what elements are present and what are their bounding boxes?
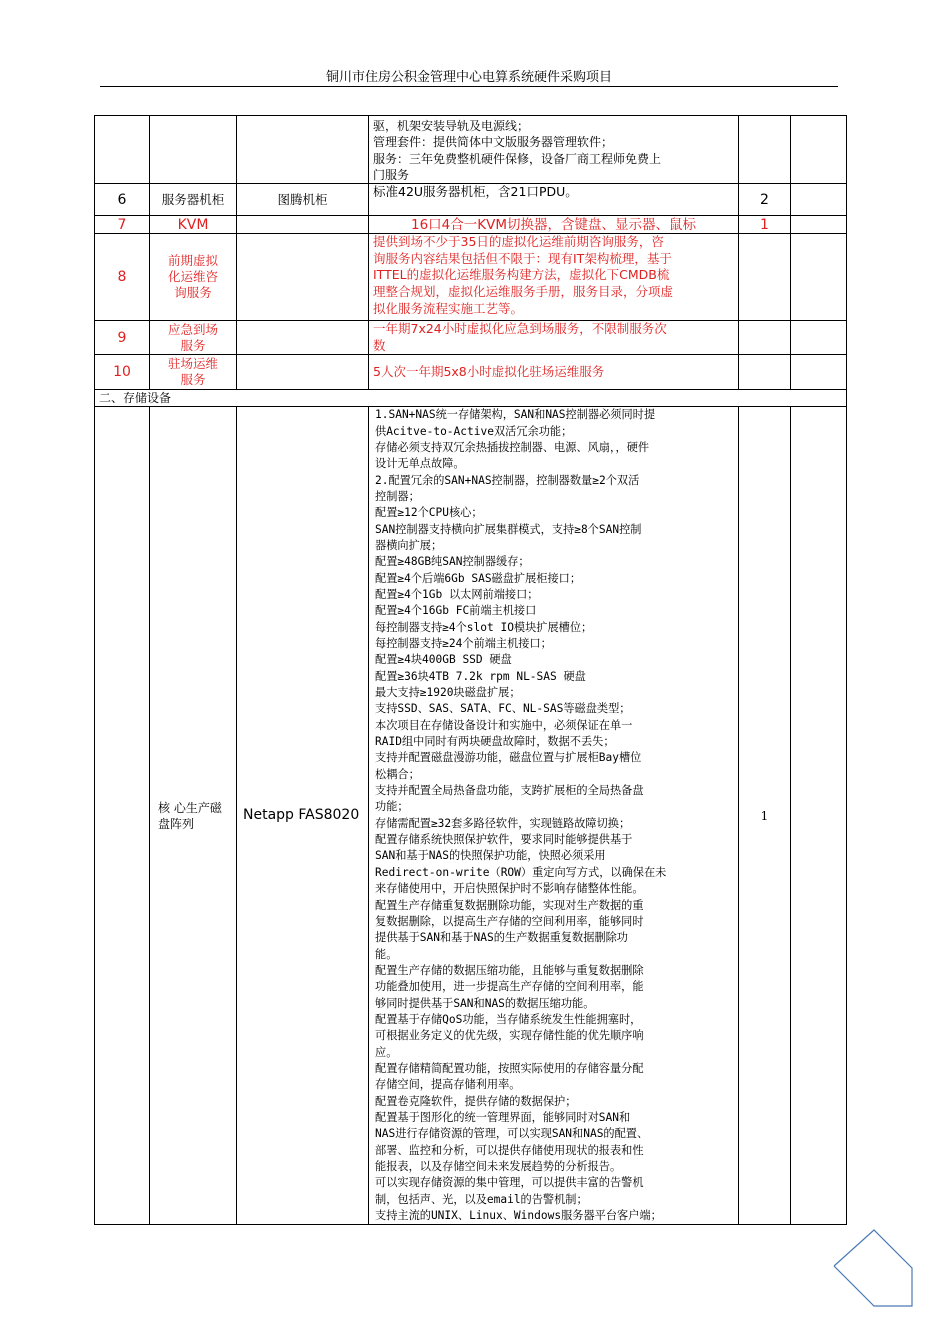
qty-cell: [739, 355, 791, 390]
page-corner-outline: [834, 1230, 912, 1306]
no-cell: 7: [95, 216, 150, 234]
table-row: [95, 216, 847, 234]
model-cell: [237, 321, 369, 355]
name-cell: 应急到场服务: [150, 321, 237, 355]
name-cell: 核 心生产磁 盘阵列: [150, 407, 237, 1225]
no-cell: 10: [95, 355, 150, 390]
table-row: [95, 407, 847, 1225]
table-row: [95, 116, 847, 184]
table-row: [95, 184, 847, 216]
model-cell: [237, 216, 369, 234]
no-cell: 6: [95, 184, 150, 216]
table-row: [95, 234, 847, 321]
remark-cell: [791, 321, 847, 355]
name-cell: 服务器机柜: [150, 184, 237, 216]
spec-cell: 标准42U服务器机柜，含21口PDU。: [369, 184, 739, 216]
name-cell: [150, 116, 237, 184]
no-cell: [95, 116, 150, 184]
model-cell: 图腾机柜: [237, 184, 369, 216]
procurement-table: [94, 115, 847, 1225]
spec-cell: 1.SAN+NAS统一存储架构，SAN和NAS控制器必须同时提 供Acitve-to-Active双活冗余功能； 存储必须支持双冗余热插拔控制器、电源、风扇，，硬件 设计无单点故障。 2.配置冗余的SAN+NAS控制器，控制器数量≥2个双活 控制器； 配置≥12个CPU核心； SAN控制器支持横向扩展集群模式，支持≥8个SAN控制 器横向扩展； 配置≥48GB纯SAN控制器缓存； 配置≥4个后端6Gb SAS磁盘扩展柜接口； 配置≥4个1Gb 以太网前端接口； 配置≥4个16Gb FC前端主机接口 每控制器支持≥4个slot IO模块扩展槽位； 每控制器支持≥24个前端主机接口； 配置≥4块400GB SSD 硬盘 配置≥36块4TB 7.2k rpm NL-SAS 硬盘 最大支持≥1920块磁盘扩展； 支持SSD、SAS、SATA、FC、NL-SAS等磁盘类型； 本次项目在存储设备设计和实施中，必须保证在单一 RAID组中同时有两块硬盘故障时，数据不丢失； 支持并配置磁盘漫游功能，磁盘位置与扩展柜Bay槽位 松耦合； 支持并配置全局热备盘功能，支跨扩展柜的全局热备盘 功能； 存储需配置≥32套多路径软件，实现链路故障切换； 配置存储系统快照保护软件，要求同时能够提供基于 SAN和基于NAS的快照保护功能，快照必须采用 Redirect-on-write（ROW）重定向写方式，以确保在未 来存储使用中，开启快照保护时不影响存储整体性能。 配置生产存储重复数据删除功能，实现对生产数据的重 复数据删除，以提高生产存储的空间利用率，能够同时 提供基于SAN和基于NAS的生产数据重复数据删除功 能。 配置生产存储的数据压缩功能，且能够与重复数据删除 功能叠加使用，进一步提高生产存储的空间利用率，能 够同时提供基于SAN和NAS的数据压缩功能。 配置基于存储QoS功能，当存储系统发生性能拥塞时， 可根据业务定义的优先级，实现存储性能的优先顺序响 应。 配置存储精简配置功能，按照实际使用的存储容量分配 存储空间，提高存储利用率。 配置卷克隆软件，提供存储的数据保护； 配置基于图形化的统一管理界面，能够同时对SAN和 NAS进行存储资源的管理，可以实现SAN和NAS的配置、 部署、监控和分析，可以提供存储使用现状的报表和性 能报表，以及存储空间未来发展趋势的分析报告。 可以实现存储资源的集中管理，可以提供丰富的告警机 制，包括声、光，以及email的告警机制； 支持主流的UNIX、Linux、Windows服务器平台客户端；: [369, 407, 739, 1225]
spec-cell: 驱，机架安装导轨及电源线； 管理套件：提供简体中文版服务器管理软件； 服务：三年免费整机硬件保修，设备厂商工程师免费上 门服务: [369, 116, 739, 184]
no-cell: 9: [95, 321, 150, 355]
qty-cell: 2: [739, 184, 791, 216]
spec-cell: 16口4合一KVM切换器，含键盘、显示器、鼠标: [369, 216, 739, 234]
qty-cell: 1: [739, 407, 791, 1225]
spec-cell: 5人次一年期5x8小时虚拟化驻场运维服务: [369, 355, 739, 390]
remark-cell: [791, 184, 847, 216]
remark-cell: [791, 355, 847, 390]
table-row: [95, 390, 847, 407]
header-rule: [100, 86, 838, 87]
name-cell: KVM: [150, 216, 237, 234]
remark-cell: [791, 234, 847, 321]
page-corner-icon: [832, 1228, 917, 1308]
remark-cell: [791, 216, 847, 234]
spec-cell: 提供到场不少于35日的虚拟化运维前期咨询服务，咨 询服务内容结果包括但不限于：现有IT架构梳理，基于 ITTEL的虚拟化运维服务构建方法，虚拟化下CMDB梳 理整合规划，虚拟化运维服务手册，服务目录，分项虚 拟化服务流程实施工艺等。: [369, 234, 739, 321]
model-cell: Netapp FAS8020: [237, 407, 369, 1225]
name-cell: 前期虚拟化运维咨询服务: [150, 234, 237, 321]
table-row: [95, 355, 847, 390]
qty-cell: [739, 116, 791, 184]
remark-cell: [791, 116, 847, 184]
page-header-title: 铜川市住房公积金管理中心电算系统硬件采购项目: [325, 70, 612, 85]
no-cell: 8: [95, 234, 150, 321]
section-heading: 二、存储设备: [95, 390, 847, 407]
no-cell: [95, 407, 150, 1225]
remark-cell: [791, 407, 847, 1225]
qty-cell: [739, 321, 791, 355]
qty-cell: 1: [739, 216, 791, 234]
spec-cell: 一年期7x24小时虚拟化应急到场服务，不限制服务次 数: [369, 321, 739, 355]
qty-cell: [739, 234, 791, 321]
model-cell: [237, 116, 369, 184]
model-cell: [237, 234, 369, 321]
model-cell: [237, 355, 369, 390]
name-cell: 驻场运维服务: [150, 355, 237, 390]
table-row: [95, 321, 847, 355]
